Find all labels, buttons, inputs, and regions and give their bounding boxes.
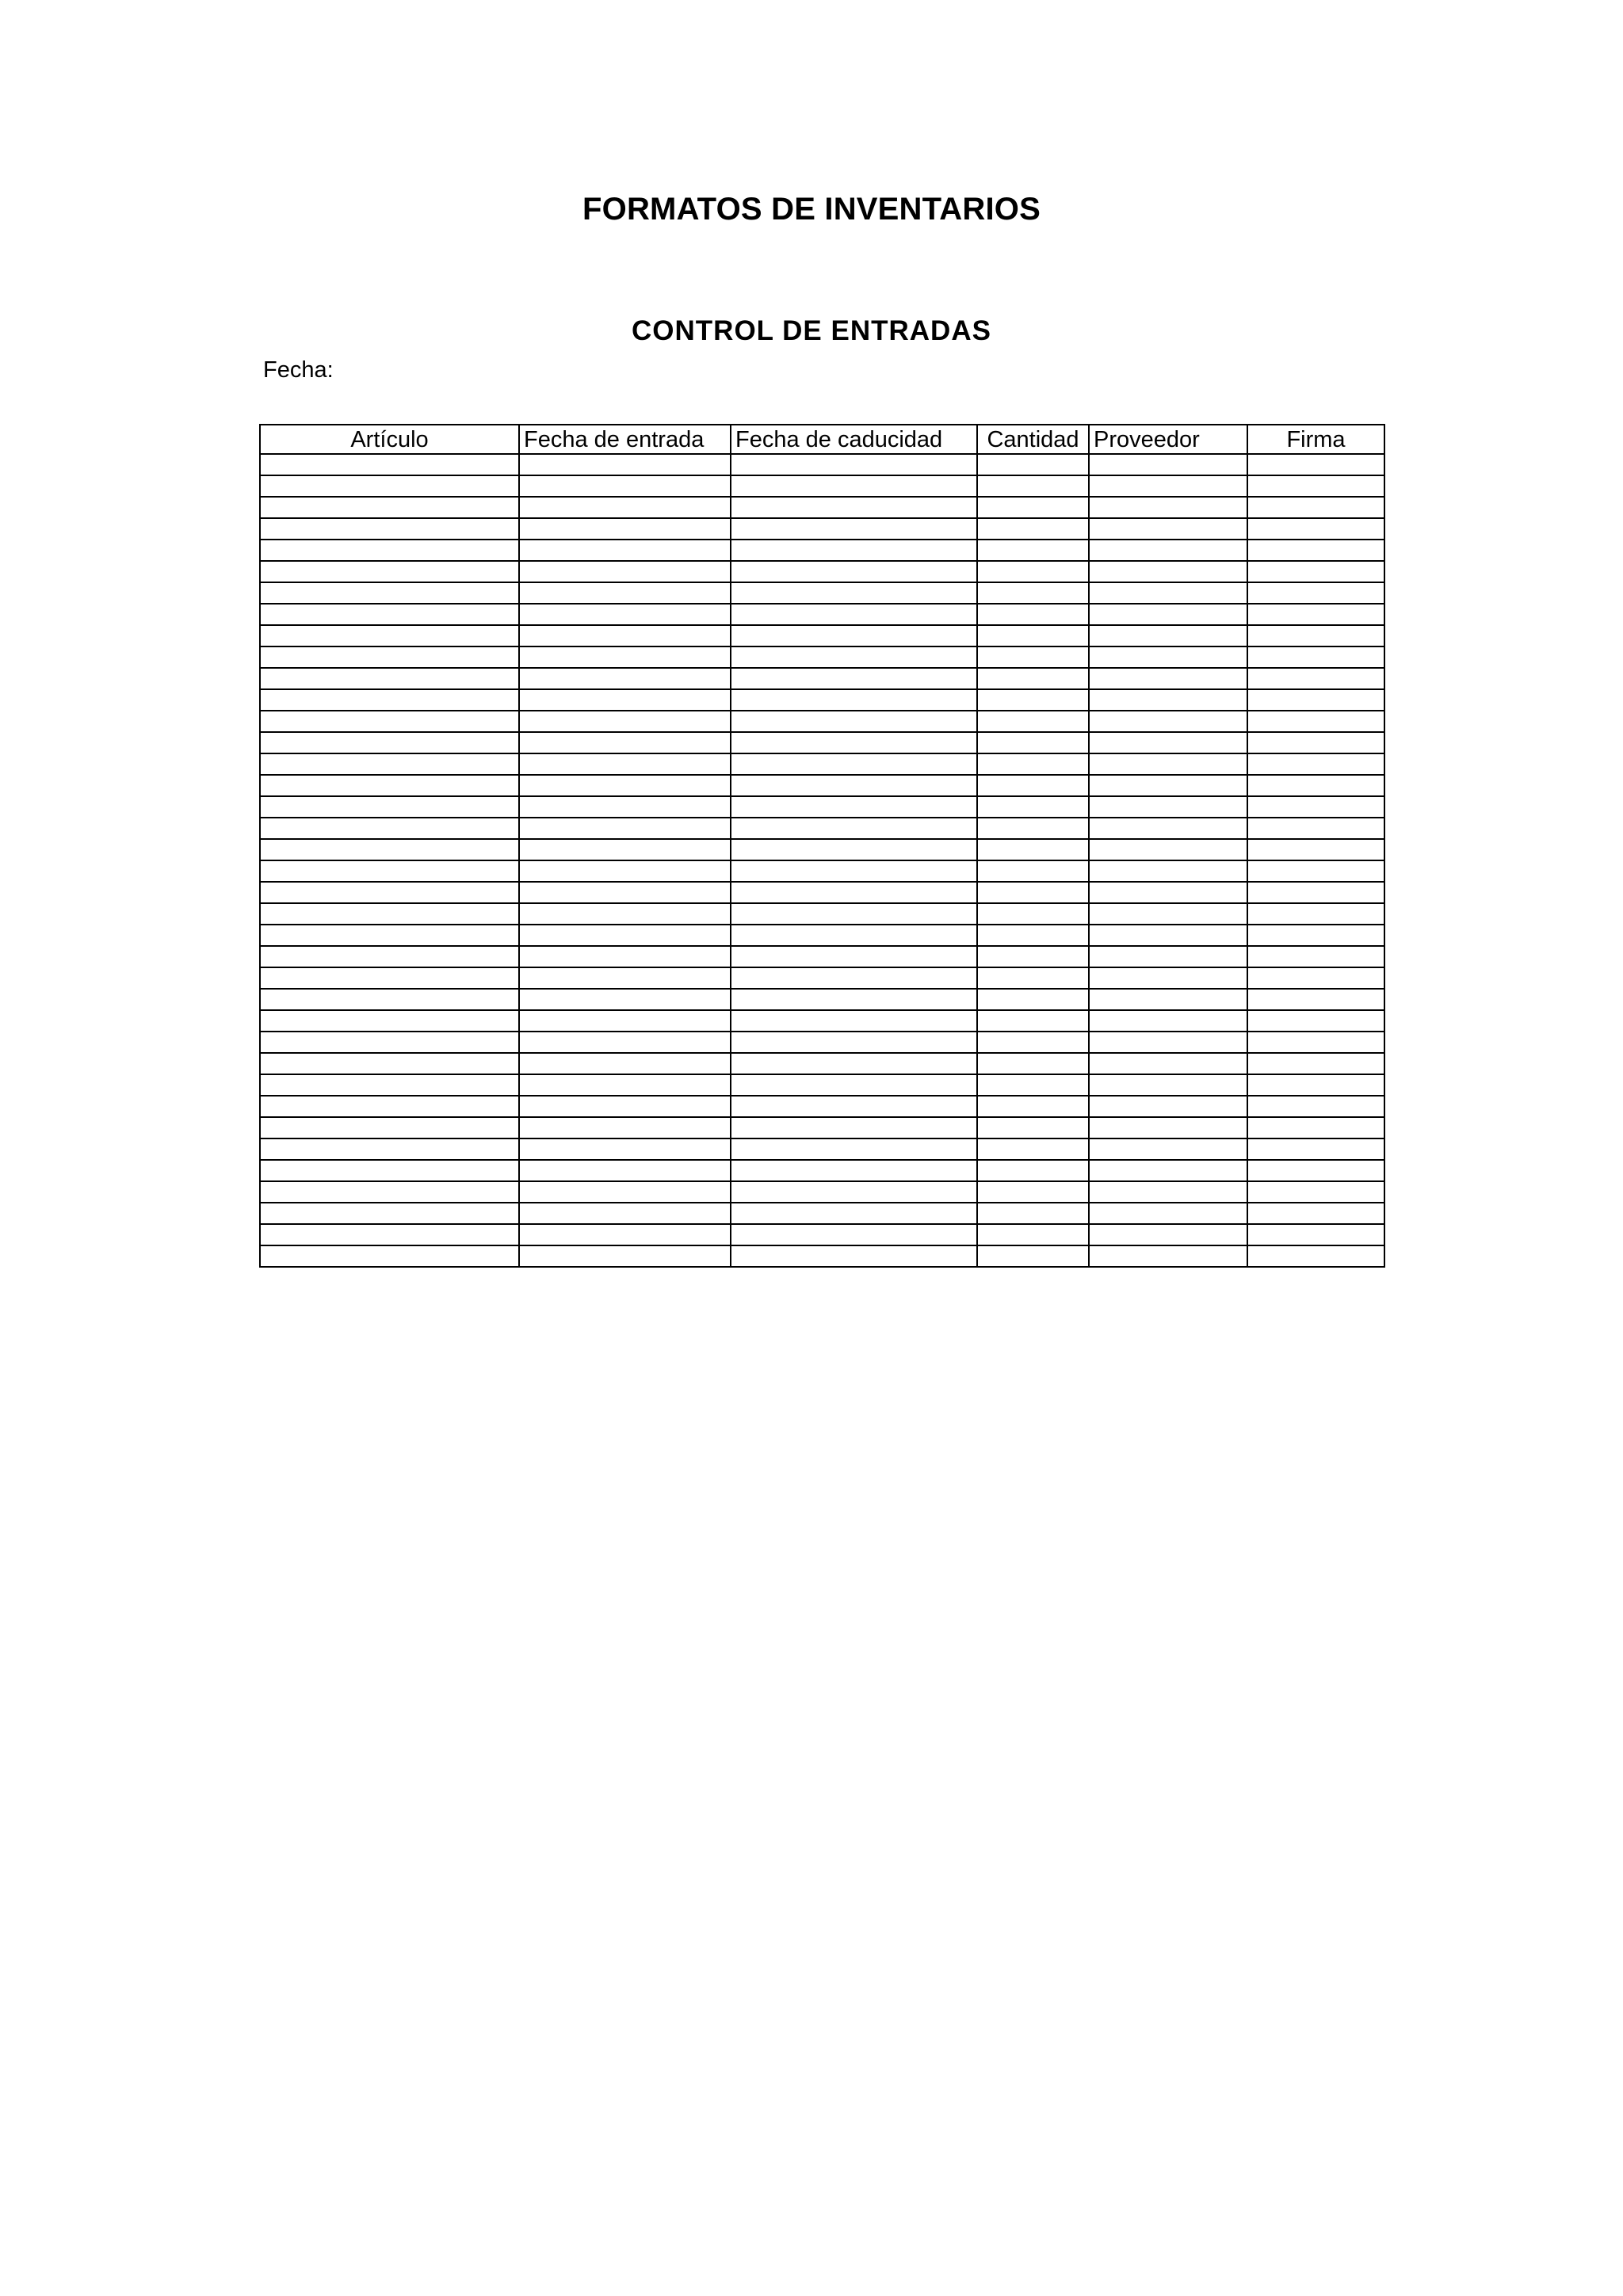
table-cell	[1247, 1224, 1384, 1245]
table-row	[260, 967, 1384, 989]
table-row	[260, 604, 1384, 625]
table-cell	[1247, 1117, 1384, 1138]
table-cell	[260, 604, 519, 625]
table-cell	[731, 732, 977, 753]
table-row	[260, 475, 1384, 497]
table-cell	[1089, 475, 1247, 497]
table-cell	[519, 796, 731, 818]
table-cell	[977, 497, 1089, 518]
table-cell	[260, 839, 519, 860]
table-cell	[1247, 1032, 1384, 1053]
table-row	[260, 1203, 1384, 1224]
table-cell	[731, 689, 977, 711]
table-row	[260, 625, 1384, 646]
table-cell	[977, 1032, 1089, 1053]
table-cell	[731, 796, 977, 818]
table-cell	[260, 497, 519, 518]
table-cell	[519, 625, 731, 646]
table-cell	[977, 518, 1089, 540]
table-cell	[1247, 860, 1384, 882]
table-cell	[977, 689, 1089, 711]
column-header-firma: Firma	[1247, 425, 1384, 454]
table-cell	[1247, 1074, 1384, 1096]
table-cell	[519, 497, 731, 518]
table-cell	[731, 1053, 977, 1074]
table-cell	[519, 561, 731, 582]
table-row	[260, 1245, 1384, 1267]
table-cell	[519, 753, 731, 775]
table-cell	[519, 1138, 731, 1160]
table-header-row	[260, 425, 1384, 454]
table-cell	[1089, 989, 1247, 1010]
column-header-cantidad: Cantidad	[977, 425, 1089, 454]
table-cell	[1247, 604, 1384, 625]
table-cell	[731, 967, 977, 989]
table-cell	[1247, 796, 1384, 818]
inventory-entry-table	[259, 424, 1385, 1268]
table-cell	[977, 882, 1089, 903]
table-cell	[977, 540, 1089, 561]
table-row	[260, 796, 1384, 818]
table-cell	[260, 1245, 519, 1267]
table-cell	[260, 518, 519, 540]
table-cell	[1089, 668, 1247, 689]
table-cell	[977, 1074, 1089, 1096]
table-row	[260, 1074, 1384, 1096]
table-row	[260, 903, 1384, 925]
table-cell	[731, 1245, 977, 1267]
table-cell	[731, 1160, 977, 1181]
table-cell	[977, 839, 1089, 860]
table-cell	[519, 1203, 731, 1224]
table-cell	[1247, 668, 1384, 689]
table-cell	[1247, 1181, 1384, 1203]
table-cell	[977, 668, 1089, 689]
table-cell	[519, 1181, 731, 1203]
table-cell	[1089, 732, 1247, 753]
table-cell	[260, 711, 519, 732]
table-row	[260, 1032, 1384, 1053]
table-row	[260, 860, 1384, 882]
table-row	[260, 646, 1384, 668]
table-cell	[1247, 475, 1384, 497]
table-cell	[977, 1138, 1089, 1160]
table-cell	[977, 1096, 1089, 1117]
table-cell	[1089, 882, 1247, 903]
table-cell	[1089, 540, 1247, 561]
table-row	[260, 454, 1384, 475]
table-cell	[1089, 1096, 1247, 1117]
table-cell	[519, 989, 731, 1010]
table-row	[260, 1224, 1384, 1245]
table-cell	[1089, 946, 1247, 967]
table-cell	[260, 475, 519, 497]
table-row	[260, 582, 1384, 604]
table-cell	[1089, 582, 1247, 604]
table-cell	[1089, 753, 1247, 775]
table-cell	[260, 1203, 519, 1224]
table-cell	[1247, 1245, 1384, 1267]
table-row	[260, 689, 1384, 711]
table-cell	[260, 689, 519, 711]
table-cell	[977, 1245, 1089, 1267]
table-cell	[731, 839, 977, 860]
table-cell	[260, 989, 519, 1010]
table-cell	[260, 1160, 519, 1181]
table-cell	[731, 646, 977, 668]
table-cell	[1089, 1010, 1247, 1032]
table-cell	[260, 860, 519, 882]
table-cell	[519, 518, 731, 540]
table-cell	[519, 454, 731, 475]
table-cell	[731, 1224, 977, 1245]
table-cell	[977, 1181, 1089, 1203]
table-cell	[1089, 1032, 1247, 1053]
table-cell	[977, 989, 1089, 1010]
table-row	[260, 497, 1384, 518]
table-cell	[1089, 646, 1247, 668]
table-cell	[977, 903, 1089, 925]
table-cell	[731, 582, 977, 604]
table-row	[260, 775, 1384, 796]
table-cell	[519, 1053, 731, 1074]
table-cell	[519, 1224, 731, 1245]
table-cell	[519, 860, 731, 882]
table-cell	[1247, 582, 1384, 604]
table-cell	[731, 561, 977, 582]
table-cell	[977, 454, 1089, 475]
table-cell	[731, 604, 977, 625]
table-cell	[519, 1032, 731, 1053]
page-title: FORMATOS DE INVENTARIOS	[582, 192, 1041, 227]
table-cell	[519, 1245, 731, 1267]
table-cell	[519, 925, 731, 946]
table-cell	[260, 1010, 519, 1032]
table-row	[260, 561, 1384, 582]
table-row	[260, 1138, 1384, 1160]
table-cell	[731, 925, 977, 946]
table-cell	[1247, 946, 1384, 967]
table-cell	[731, 946, 977, 967]
table-cell	[1247, 839, 1384, 860]
table-cell	[1247, 818, 1384, 839]
table-cell	[977, 1160, 1089, 1181]
table-cell	[519, 1160, 731, 1181]
table-cell	[1247, 1203, 1384, 1224]
table-cell	[260, 796, 519, 818]
table-row	[260, 1117, 1384, 1138]
table-cell	[977, 1117, 1089, 1138]
table-cell	[731, 903, 977, 925]
table-cell	[977, 946, 1089, 967]
table-cell	[519, 903, 731, 925]
table-row	[260, 518, 1384, 540]
table-cell	[1089, 1245, 1247, 1267]
table-cell	[519, 1117, 731, 1138]
table-cell	[1247, 1096, 1384, 1117]
table-cell	[977, 732, 1089, 753]
table-cell	[260, 1138, 519, 1160]
table-cell	[260, 882, 519, 903]
table-cell	[977, 753, 1089, 775]
table-cell	[731, 1032, 977, 1053]
table-cell	[731, 989, 977, 1010]
table-cell	[731, 1138, 977, 1160]
table-cell	[260, 753, 519, 775]
table-cell	[1089, 1117, 1247, 1138]
column-header-fecha-caducidad: Fecha de caducidad	[731, 425, 977, 454]
table-cell	[731, 818, 977, 839]
table-cell	[731, 711, 977, 732]
table-cell	[260, 1074, 519, 1096]
table-cell	[1089, 689, 1247, 711]
table-cell	[519, 732, 731, 753]
table-cell	[1089, 518, 1247, 540]
table-cell	[1247, 646, 1384, 668]
table-cell	[1089, 967, 1247, 989]
table-cell	[1089, 1160, 1247, 1181]
table-row	[260, 818, 1384, 839]
table-row	[260, 925, 1384, 946]
table-cell	[519, 689, 731, 711]
table-cell	[1089, 839, 1247, 860]
table-cell	[260, 561, 519, 582]
table-cell	[260, 775, 519, 796]
table-row	[260, 540, 1384, 561]
column-header-proveedor: Proveedor	[1089, 425, 1247, 454]
table-cell	[519, 475, 731, 497]
table-cell	[1247, 625, 1384, 646]
table-cell	[1247, 497, 1384, 518]
table-cell	[519, 839, 731, 860]
table-cell	[260, 732, 519, 753]
table-cell	[1247, 518, 1384, 540]
table-row	[260, 989, 1384, 1010]
table-cell	[1247, 775, 1384, 796]
table-cell	[731, 540, 977, 561]
table-cell	[1089, 818, 1247, 839]
table-cell	[977, 925, 1089, 946]
table-cell	[519, 775, 731, 796]
table-cell	[1247, 1138, 1384, 1160]
table-row	[260, 1010, 1384, 1032]
table-cell	[977, 1053, 1089, 1074]
table-cell	[260, 1096, 519, 1117]
table-cell	[1247, 689, 1384, 711]
table-body	[260, 454, 1384, 1267]
table-cell	[1089, 711, 1247, 732]
table-cell	[731, 518, 977, 540]
table-row	[260, 1096, 1384, 1117]
table-cell	[260, 946, 519, 967]
table-cell	[519, 1096, 731, 1117]
table-cell	[1089, 796, 1247, 818]
table-cell	[977, 625, 1089, 646]
table-cell	[260, 903, 519, 925]
table-cell	[1089, 625, 1247, 646]
date-label: Fecha:	[263, 357, 334, 383]
table-row	[260, 1053, 1384, 1074]
table-row	[260, 711, 1384, 732]
table-cell	[260, 1224, 519, 1245]
table-cell	[1089, 1181, 1247, 1203]
table-cell	[1247, 967, 1384, 989]
table-row	[260, 732, 1384, 753]
table-row	[260, 1160, 1384, 1181]
section-title: CONTROL DE ENTRADAS	[632, 315, 991, 346]
table-cell	[1089, 860, 1247, 882]
table-cell	[731, 1181, 977, 1203]
table-cell	[260, 625, 519, 646]
table-cell	[731, 775, 977, 796]
table-cell	[519, 604, 731, 625]
table-cell	[260, 925, 519, 946]
table-cell	[977, 775, 1089, 796]
table-cell	[519, 711, 731, 732]
table-cell	[731, 1203, 977, 1224]
table-row	[260, 753, 1384, 775]
table-cell	[1089, 925, 1247, 946]
table-cell	[1247, 540, 1384, 561]
table-cell	[1247, 711, 1384, 732]
table-cell	[731, 1096, 977, 1117]
table-cell	[731, 1010, 977, 1032]
column-header-articulo: Artículo	[260, 425, 519, 454]
table-cell	[1089, 604, 1247, 625]
table-cell	[519, 540, 731, 561]
table-cell	[1089, 1224, 1247, 1245]
table-cell	[260, 454, 519, 475]
table-cell	[1247, 1053, 1384, 1074]
table-cell	[1089, 454, 1247, 475]
table-cell	[519, 818, 731, 839]
table-cell	[519, 1010, 731, 1032]
table-cell	[977, 646, 1089, 668]
table-row	[260, 1181, 1384, 1203]
table-cell	[1089, 775, 1247, 796]
table-cell	[1247, 1010, 1384, 1032]
table-cell	[977, 1010, 1089, 1032]
table-cell	[731, 497, 977, 518]
table-cell	[519, 882, 731, 903]
table-cell	[1247, 753, 1384, 775]
table-cell	[260, 582, 519, 604]
table-cell	[731, 882, 977, 903]
table-cell	[260, 1053, 519, 1074]
table-cell	[731, 625, 977, 646]
table-cell	[1247, 882, 1384, 903]
table-cell	[977, 818, 1089, 839]
table-cell	[731, 668, 977, 689]
table-cell	[519, 582, 731, 604]
column-header-fecha-entrada: Fecha de entrada	[519, 425, 731, 454]
table-cell	[519, 1074, 731, 1096]
table-cell	[977, 1224, 1089, 1245]
table-cell	[260, 668, 519, 689]
table-row	[260, 946, 1384, 967]
table-cell	[1089, 1138, 1247, 1160]
table-cell	[1089, 561, 1247, 582]
table-cell	[977, 475, 1089, 497]
table-cell	[1089, 1053, 1247, 1074]
table-cell	[977, 711, 1089, 732]
table-cell	[260, 1181, 519, 1203]
table-cell	[977, 967, 1089, 989]
table-cell	[1089, 903, 1247, 925]
table-cell	[977, 1203, 1089, 1224]
table-cell	[1247, 561, 1384, 582]
table-cell	[1247, 454, 1384, 475]
table-cell	[731, 753, 977, 775]
table-cell	[731, 1117, 977, 1138]
table-cell	[260, 818, 519, 839]
table-cell	[1089, 497, 1247, 518]
table-cell	[260, 540, 519, 561]
table-cell	[731, 860, 977, 882]
table-cell	[1247, 903, 1384, 925]
table-cell	[260, 1117, 519, 1138]
table-cell	[977, 604, 1089, 625]
table-row	[260, 668, 1384, 689]
table-cell	[1247, 1160, 1384, 1181]
table-cell	[260, 1032, 519, 1053]
table-cell	[1247, 925, 1384, 946]
table-cell	[977, 561, 1089, 582]
table-cell	[260, 646, 519, 668]
table-cell	[519, 967, 731, 989]
table-cell	[519, 946, 731, 967]
table-cell	[731, 454, 977, 475]
table-cell	[977, 860, 1089, 882]
table-cell	[519, 668, 731, 689]
table-row	[260, 839, 1384, 860]
table-cell	[260, 967, 519, 989]
table-cell	[977, 796, 1089, 818]
table-cell	[1089, 1074, 1247, 1096]
table-row	[260, 882, 1384, 903]
table-cell	[1247, 732, 1384, 753]
table-cell	[731, 475, 977, 497]
table-cell	[977, 582, 1089, 604]
table-cell	[519, 646, 731, 668]
table-cell	[1089, 1203, 1247, 1224]
table-cell	[731, 1074, 977, 1096]
table-cell	[1247, 989, 1384, 1010]
